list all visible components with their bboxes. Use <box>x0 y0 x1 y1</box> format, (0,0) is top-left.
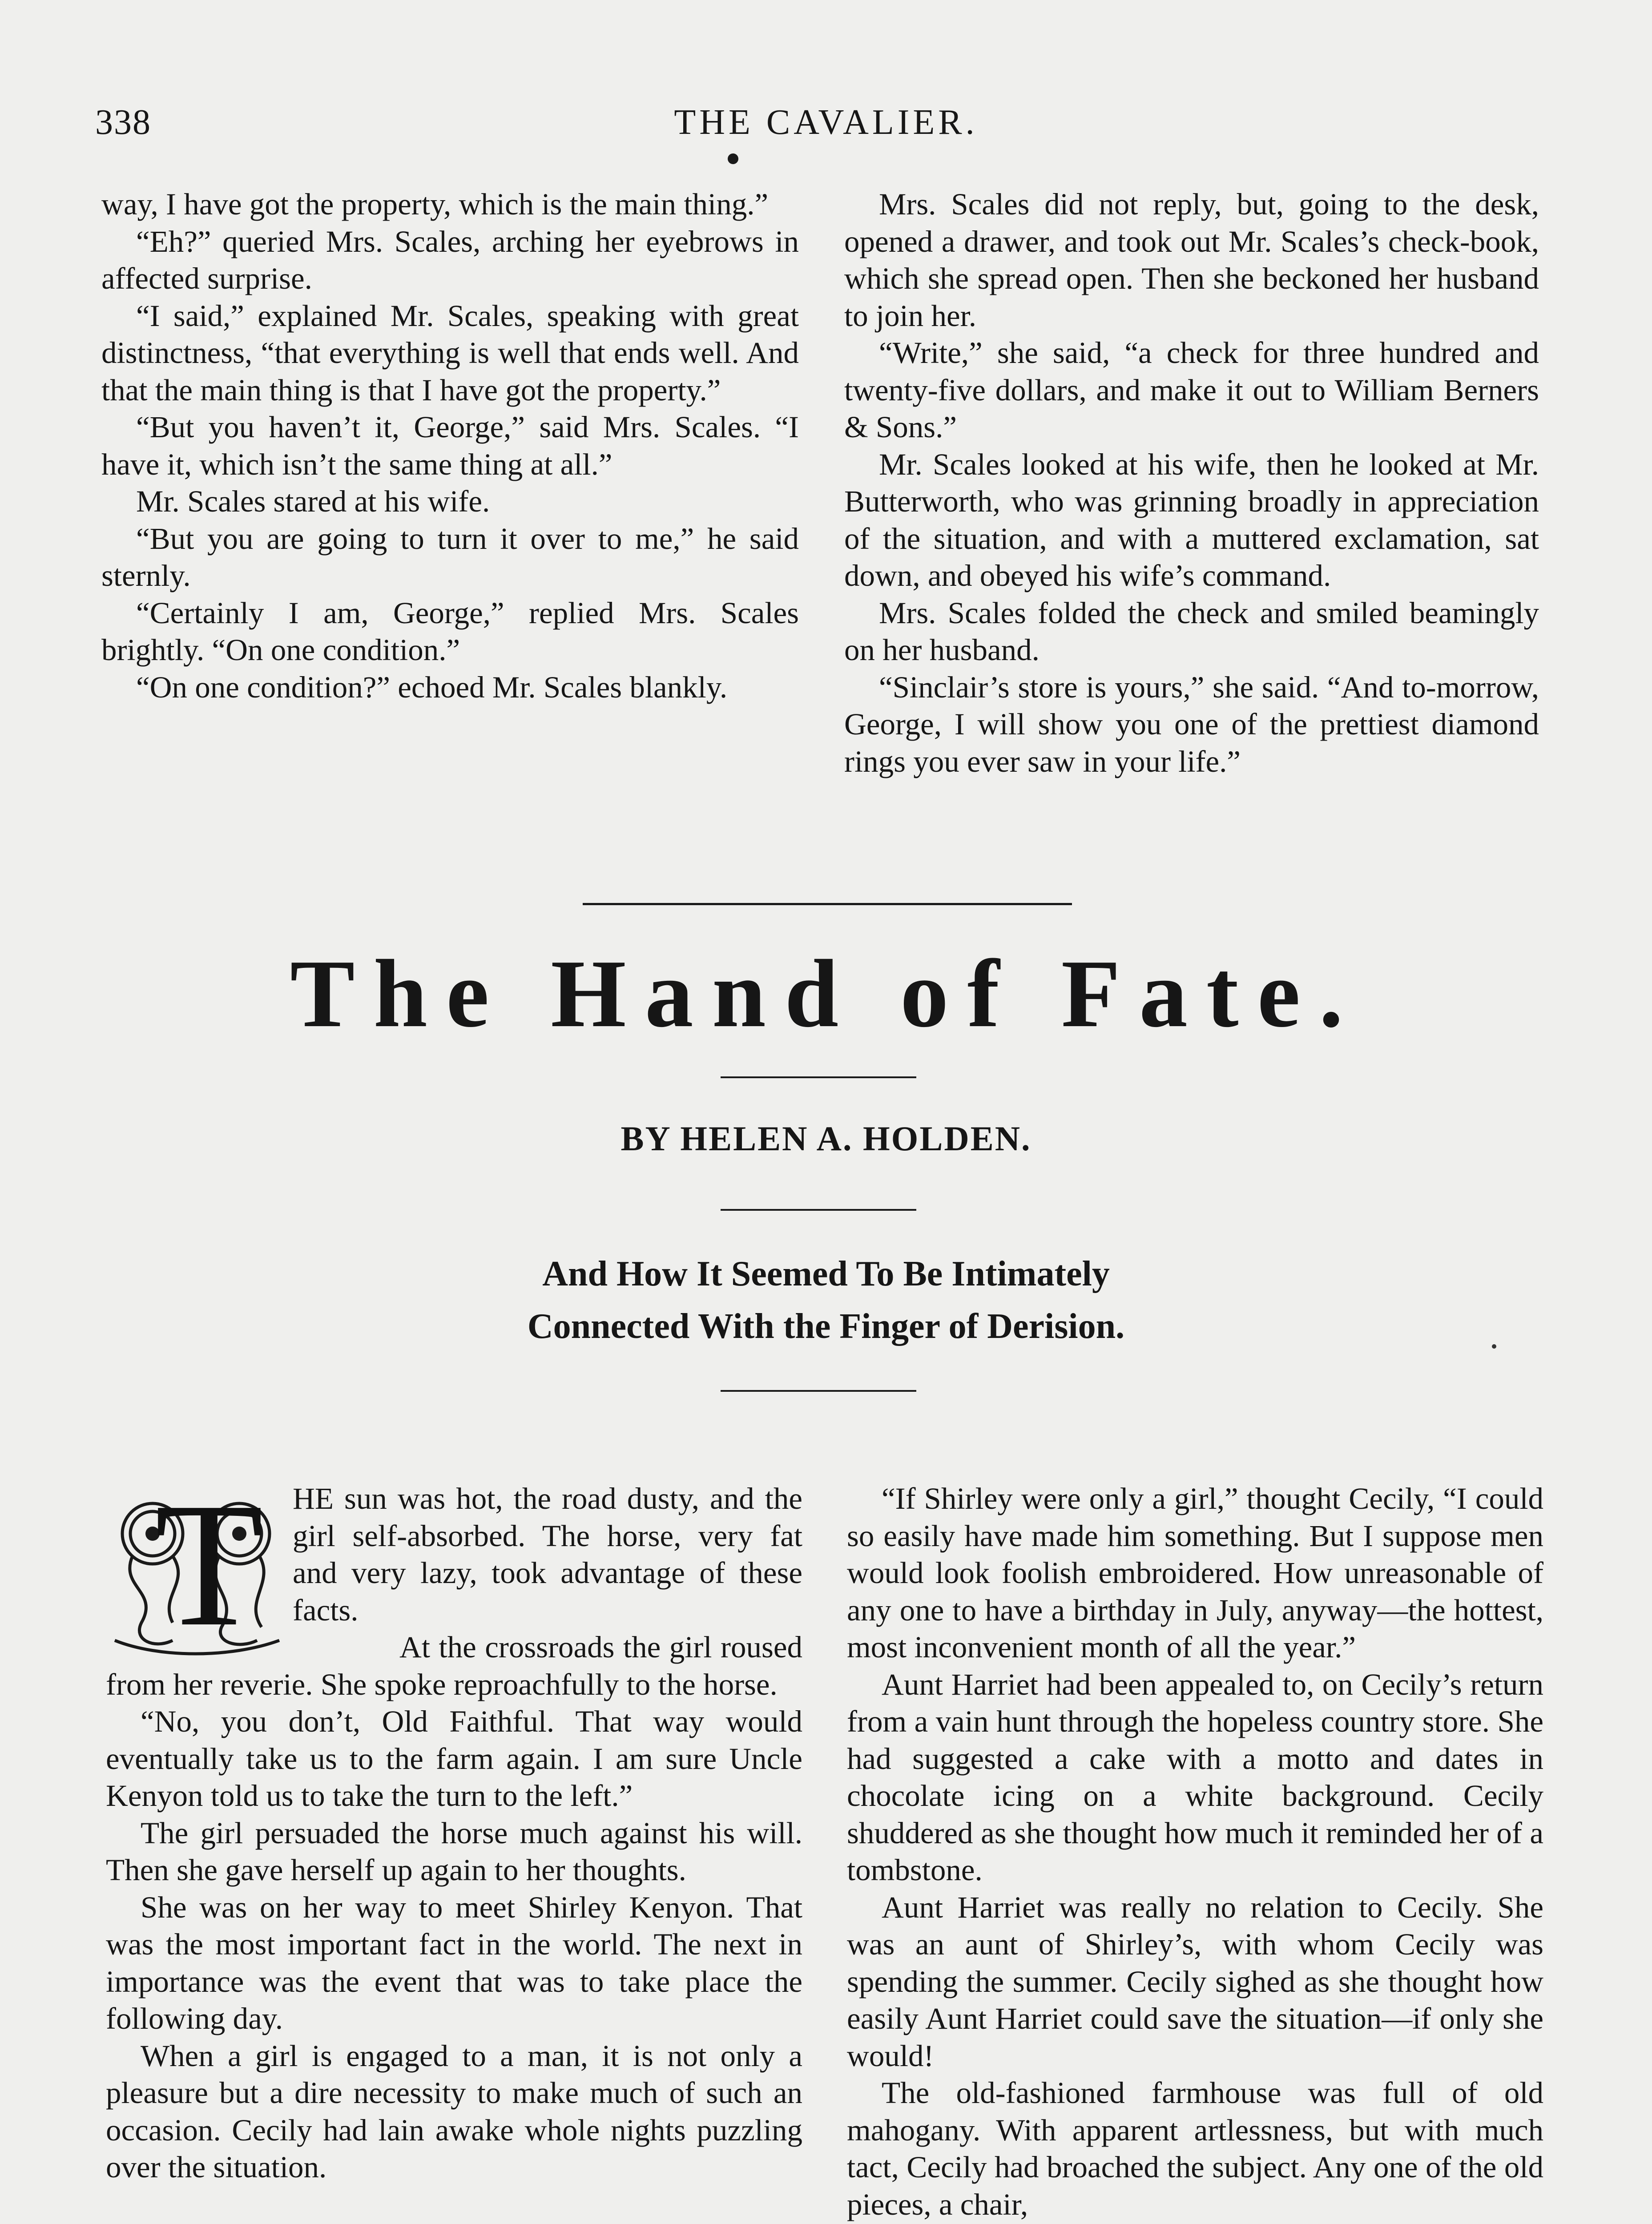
running-title: THE CAVALIER. <box>674 103 978 142</box>
paragraph: Mrs. Scales did not reply, but, going to the desk, opened a drawer, and took out Mr. Scales’s check-book, which she spread open. Then she beckoned her husband to join her. <box>844 187 1539 333</box>
paragraph: When a girl is engaged to a man, it is not only a pleasure but a dire necessity to make much of such an occasion. Cecily had lain awake whole nights puzzling over the situation. <box>106 2039 802 2184</box>
byline: BY HELEN A. HOLDEN. <box>621 1119 1031 1158</box>
print-speck <box>1492 1344 1496 1349</box>
title-rule <box>721 1076 916 1078</box>
paragraph: “If Shirley were only a girl,” thought Cecily, “I could so easily have made him something. But I suppose men would look foolish embroidered. How unreasonable of any one to have a birthday in July, anyway—the hottest, most inconvenient month of all the year.” <box>847 1482 1543 1664</box>
paragraph: way, I have got the property, which is the main thing.” <box>101 187 769 221</box>
drop-cap-letter: T <box>155 1466 264 1663</box>
paragraph: “But you haven’t it, George,” said Mrs. Scales. “I have it, which isn’t the same thing at all.” <box>101 410 799 481</box>
paragraph: She was on her way to meet Shirley Kenyon. That was the most important fact in the world. The next in importance was the event that was to take place the following day. <box>106 1890 802 2035</box>
section-divider <box>583 903 1072 905</box>
story-left-column <box>106 1480 802 2186</box>
prev-story-left-column <box>101 186 799 706</box>
prev-story-right-column <box>844 186 1539 780</box>
story-title: The Hand of Fate. <box>290 940 1362 1048</box>
paragraph: “Sinclair’s store is yours,” she said. “And to-morrow, George, I will show you one of the prettiest diamond rings you ever saw in your life.” <box>844 670 1539 778</box>
byline-rule <box>721 1209 916 1211</box>
paragraph: “On one condition?” echoed Mr. Scales blankly. <box>136 670 728 704</box>
paragraph: At the crossroads the girl roused from her reverie. She spoke reproachfully to the horse. <box>106 1630 802 1701</box>
paragraph: Mr. Scales looked at his wife, then he looked at Mr. Butterworth, who was grinning broadly in appreciation of the situation, and with a muttered exclamation, sat down, and obeyed his wife’s command. <box>844 447 1539 592</box>
paragraph: “Eh?” queried Mrs. Scales, arching her eyebrows in affected surprise. <box>101 224 799 295</box>
opening-paragraph: HE sun was hot, the road dusty, and the girl self-absorbed. The horse, very fat and very lazy, took advantage of these facts. <box>293 1482 802 1627</box>
story-right-column <box>847 1480 1543 2223</box>
paragraph: “Write,” she said, “a check for three hundred and twenty-five dollars, and make it out to William Berners & Sons.” <box>844 336 1539 444</box>
paragraph: Aunt Harriet was really no relation to Cecily. She was an aunt of Shirley’s, with whom Cecily was spending the summer. Cecily sighed as she thought how easily Aunt Harriet could save the situation—if only she would! <box>847 1890 1543 2073</box>
subtitle-line: And How It Seemed To Be Intimately <box>542 1254 1110 1293</box>
paragraph: Mrs. Scales folded the check and smiled beamingly on her husband. <box>844 596 1539 667</box>
paragraph: The old-fashioned farmhouse was full of old mahogany. With apparent artlessness, but with much tact, Cecily had broached the subject. Any one of the old pieces, a chair, <box>847 2076 1543 2221</box>
paragraph: Aunt Harriet had been appealed to, on Cecily’s return from a vain hunt through the hopeless country store. She had suggested a cake with a motto and dates in chocolate icing on a white background. Cecily shuddered as she thought how much it reminded her of a tombstone. <box>847 1667 1543 1887</box>
story-subtitle <box>0 1248 1652 1353</box>
paragraph: “No, you don’t, Old Faithful. That way would eventually take us to the farm again. I am sure Uncle Kenyon told us to take the turn to the left.” <box>106 1704 802 1813</box>
subtitle-line: Connected With the Finger of Derision. <box>527 1307 1125 1346</box>
paragraph: The girl persuaded the horse much against his will. Then she gave herself up again to her thoughts. <box>106 1816 802 1887</box>
header-ornament-dot <box>728 153 738 164</box>
page-number: 338 <box>95 103 151 142</box>
subtitle-rule <box>721 1390 916 1392</box>
paragraph: Mr. Scales stared at his wife. <box>136 484 490 518</box>
paragraph: “I said,” explained Mr. Scales, speaking with great distinctness, “that everything is well that ends well. And that the main thing is that I have got the property.” <box>101 298 799 407</box>
paragraph: “But you are going to turn it over to me,” he said sternly. <box>101 521 799 592</box>
paragraph: “Certainly I am, George,” replied Mrs. Scales brightly. “On one condition.” <box>101 596 799 667</box>
